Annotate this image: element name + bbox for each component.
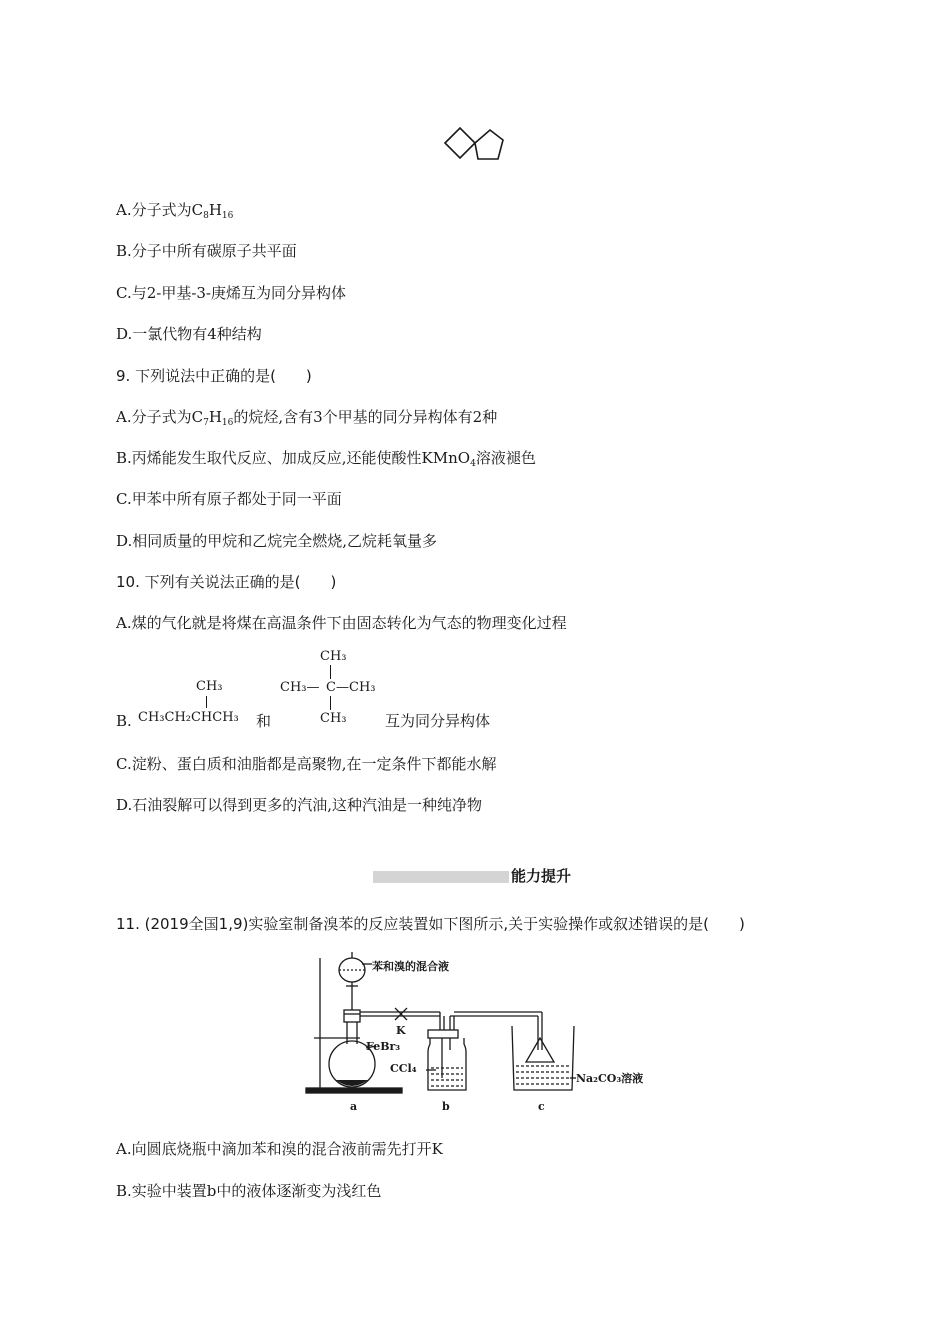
q10-option-a: A.煤的气化就是将煤在高温条件下由固态转化为气态的物理变化过程 (116, 614, 567, 632)
mol1-bond (206, 696, 207, 708)
q10-option-b-label: B. (116, 712, 132, 730)
mol2-bottom-methyl: CH₃ (320, 711, 347, 726)
and-text: 和 (256, 712, 272, 730)
q9-option-c: C.甲苯中所有原子都处于同一平面 (116, 490, 342, 508)
q10-option-c: C.淀粉、蛋白质和油脂都是高聚物,在一定条件下都能水解 (116, 755, 497, 773)
q8-option-b: B.分子中所有碳原子共平面 (116, 242, 297, 260)
section-title: 能力提升 (511, 867, 572, 885)
q11-stem: 11. (2019全国1,9)实验室制备溴苯的反应装置如下图所示,关于实验操作或叙述错误的是( ) (116, 915, 745, 933)
section-bar (373, 871, 509, 883)
q11-option-b: B.实验中装置b中的液体逐渐变为浅红色 (116, 1182, 382, 1200)
q9-option-d: D.相同质量的甲烷和乙烷完全燃烧,乙烷耗氧量多 (116, 532, 438, 550)
q10-option-b-text: 互为同分异构体 (385, 712, 491, 730)
q8-option-c: C.与2-甲基-3-庚烯互为同分异构体 (116, 284, 347, 302)
q9-option-b: B.丙烯能发生取代反应、加成反应,还能使酸性KMnO$_4$溶液褪色 (116, 449, 536, 469)
q8-option-a: A.分子式为$C_8H_{16}$ (116, 201, 234, 221)
mol2-right-methyl: —CH₃ (336, 680, 376, 695)
q9-option-a: A.分子式为$C_7H_{16}$的烷烃,含有3个甲基的同分异构体有2种 (116, 408, 498, 428)
mol2-left-methyl: CH₃— (280, 680, 320, 695)
label-b: b (442, 1100, 450, 1113)
mol2-top-methyl: CH₃ (320, 649, 347, 664)
label-c: c (538, 1100, 545, 1113)
mol1-methyl-branch: CH₃ (196, 679, 223, 694)
q10-stem: 10. 下列有关说法正确的是( ) (116, 573, 337, 591)
mol2-bottom-bond (330, 696, 331, 710)
label-k: K (396, 1024, 406, 1037)
label-ccl4: CCl₄ (390, 1062, 417, 1075)
bromobenzene-apparatus-figure (300, 950, 660, 1115)
mol2-central-carbon: C (326, 680, 336, 695)
q9-stem: 9. 下列说法中正确的是( ) (116, 367, 312, 385)
spiro-compound-structure (440, 122, 510, 164)
q8-option-d: D.一氯代物有4种结构 (116, 325, 262, 343)
label-a: a (350, 1100, 358, 1113)
q11-option-a: A.向圆底烧瓶中滴加苯和溴的混合液前需先打开K (116, 1140, 443, 1158)
mol1-main-chain: CH₃CH₂CHCH₃ (138, 710, 239, 725)
label-na2co3: Na₂CO₃溶液 (576, 1072, 644, 1085)
label-febr3: FeBr₃ (366, 1040, 401, 1053)
q10-option-d: D.石油裂解可以得到更多的汽油,这种汽油是一种纯净物 (116, 796, 483, 814)
mol2-top-bond (330, 665, 331, 679)
label-mixture: 苯和溴的混合液 (372, 960, 449, 973)
